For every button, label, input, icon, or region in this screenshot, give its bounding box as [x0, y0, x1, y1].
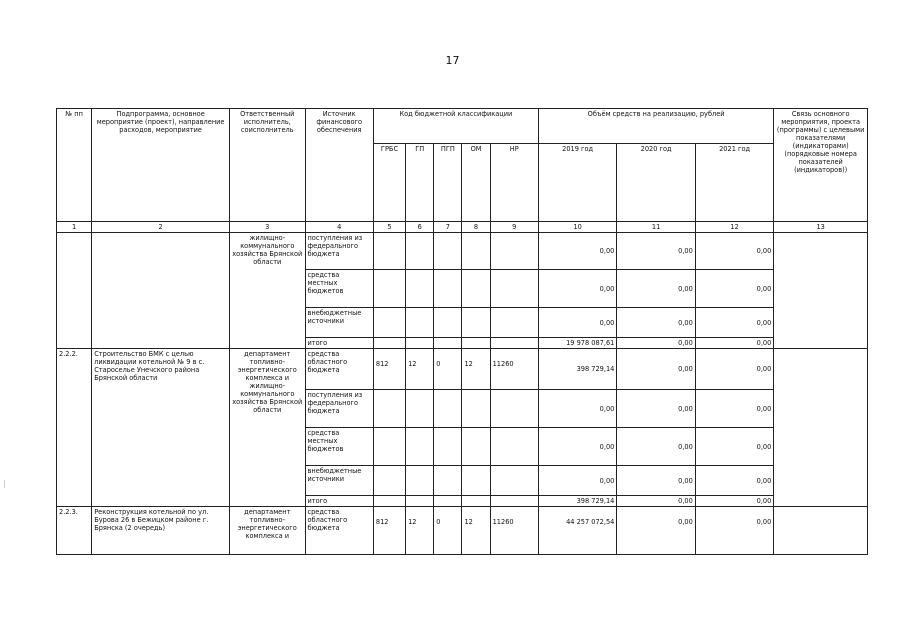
header-subprogram: Подпрограмма, основное мероприятие (проект), направление расходов, мероприятие	[92, 109, 230, 222]
value-2021: 0,00	[695, 466, 774, 496]
total-2019: 398 729,14	[538, 496, 616, 507]
header-grbs: ГРБС	[373, 144, 405, 222]
header-gp: ГП	[406, 144, 434, 222]
item-name: Строительство БМК с целью ликвидации котельной № 9 в с. Староселье Унечского района Брянской области	[92, 349, 230, 507]
value-2021: 0,00	[695, 428, 774, 466]
col-number: 11	[617, 222, 695, 233]
source-cell: средства областного бюджета	[305, 349, 373, 390]
col-number: 7	[434, 222, 462, 233]
gp-cell	[406, 233, 434, 270]
om-cell	[462, 390, 490, 428]
header-budget-code: Код бюджетной классификации	[373, 109, 538, 144]
item-name: Реконструкция котельной по ул. Бурова 26 в Бежицком районе г. Брянска (2 очередь)	[92, 507, 230, 555]
col-number: 4	[305, 222, 373, 233]
value-2020: 0,00	[617, 466, 695, 496]
om-cell: 12	[462, 349, 490, 390]
grbs-cell: 812	[373, 507, 405, 555]
col-number: 5	[373, 222, 405, 233]
gp-cell: 12	[406, 349, 434, 390]
om-cell: 12	[462, 507, 490, 555]
grbs-cell: 812	[373, 349, 405, 390]
gp-cell	[406, 308, 434, 338]
value-2021: 0,00	[695, 349, 774, 390]
col-number: 9	[490, 222, 538, 233]
gp-cell: 12	[406, 507, 434, 555]
indicator-link-cell	[774, 349, 868, 507]
pgp-cell	[434, 466, 462, 496]
nr-cell	[490, 390, 538, 428]
total-2021: 0,00	[695, 496, 774, 507]
pgp-cell: 0	[434, 349, 462, 390]
value-2019: 44 257 072,54	[538, 507, 616, 555]
value-2020: 0,00	[617, 428, 695, 466]
om-cell	[462, 308, 490, 338]
source-cell: средства областного бюджета	[305, 507, 373, 555]
pgp-cell	[434, 270, 462, 308]
om-cell	[462, 428, 490, 466]
scan-artifact-mark	[4, 480, 7, 488]
value-2020: 0,00	[617, 390, 695, 428]
value-2021: 0,00	[695, 308, 774, 338]
value-2019: 0,00	[538, 390, 616, 428]
header-volume: Объём средств на реализацию, рублей	[538, 109, 773, 144]
value-2020: 0,00	[617, 349, 695, 390]
header-row-1	[57, 109, 868, 144]
grbs-cell	[373, 466, 405, 496]
gp-cell	[406, 466, 434, 496]
value-2019: 0,00	[538, 270, 616, 308]
grbs-cell	[373, 270, 405, 308]
value-2019: 0,00	[538, 233, 616, 270]
col-number: 10	[538, 222, 616, 233]
value-2019: 0,00	[538, 308, 616, 338]
table-row	[57, 507, 868, 555]
total-2020: 0,00	[617, 338, 695, 349]
source-cell: поступления из федерального бюджета	[305, 233, 373, 270]
total-label: итого	[305, 338, 373, 349]
value-2021: 0,00	[695, 390, 774, 428]
item-name	[92, 233, 230, 349]
value-2021: 0,00	[695, 270, 774, 308]
grbs-cell	[373, 233, 405, 270]
om-cell	[462, 270, 490, 308]
budget-table	[56, 108, 868, 555]
item-responsible: жилищно-коммунального хозяйства Брянской области	[230, 233, 305, 349]
page-number: 17	[445, 54, 460, 67]
pgp-cell	[434, 233, 462, 270]
col-number: 8	[462, 222, 490, 233]
header-2021: 2021 год	[695, 144, 774, 222]
col-number: 6	[406, 222, 434, 233]
item-responsible: департамент топливно-энергетического комплекса и жилищно-коммунального хозяйства Брянской области	[230, 349, 305, 507]
table-row	[57, 349, 868, 390]
gp-cell	[406, 390, 434, 428]
pgp-cell	[434, 308, 462, 338]
header-link: Связь основного мероприятия, проекта (программы) с целевыми показателями (индикаторами) (порядковые номера показателей (индикаторов))	[774, 109, 868, 222]
header-om: ОМ	[462, 144, 490, 222]
col-number: 12	[695, 222, 774, 233]
nr-cell	[490, 308, 538, 338]
value-2019: 0,00	[538, 466, 616, 496]
header-num: № пп	[57, 109, 92, 222]
nr-cell: 11260	[490, 507, 538, 555]
nr-cell	[490, 233, 538, 270]
total-2020: 0,00	[617, 496, 695, 507]
value-2021: 0,00	[695, 233, 774, 270]
source-cell: средства местных бюджетов	[305, 270, 373, 308]
value-2020: 0,00	[617, 270, 695, 308]
om-cell	[462, 233, 490, 270]
col-number: 2	[92, 222, 230, 233]
col-number: 3	[230, 222, 305, 233]
table-row	[57, 233, 868, 270]
indicator-link-cell	[774, 507, 868, 555]
total-2019: 19 978 087,61	[538, 338, 616, 349]
pgp-cell: 0	[434, 507, 462, 555]
total-2021: 0,00	[695, 338, 774, 349]
item-number: 2.2.2.	[57, 349, 92, 507]
value-2020: 0,00	[617, 233, 695, 270]
nr-cell: 11260	[490, 349, 538, 390]
indicator-link-cell	[774, 233, 868, 349]
col-number: 1	[57, 222, 92, 233]
source-cell: внебюджетные источники	[305, 466, 373, 496]
header-2020: 2020 год	[617, 144, 695, 222]
item-number	[57, 233, 92, 349]
header-2019: 2019 год	[538, 144, 616, 222]
header-source: Источник финансового обеспечения	[305, 109, 373, 222]
nr-cell	[490, 466, 538, 496]
nr-cell	[490, 270, 538, 308]
grbs-cell	[373, 308, 405, 338]
gp-cell	[406, 270, 434, 308]
source-cell: внебюджетные источники	[305, 308, 373, 338]
item-responsible: департамент топливно-энергетического комплекса и	[230, 507, 305, 555]
header-pgp: ПГП	[434, 144, 462, 222]
source-cell: поступления из федерального бюджета	[305, 390, 373, 428]
nr-cell	[490, 428, 538, 466]
pgp-cell	[434, 428, 462, 466]
item-number: 2.2.3.	[57, 507, 92, 555]
header-responsible: Ответственный исполнитель, соисполнитель	[230, 109, 305, 222]
value-2019: 0,00	[538, 428, 616, 466]
gp-cell	[406, 428, 434, 466]
pgp-cell	[434, 390, 462, 428]
col-number: 13	[774, 222, 868, 233]
grbs-cell	[373, 390, 405, 428]
value-2021: 0,00	[695, 507, 774, 555]
header-nr: НР	[490, 144, 538, 222]
total-label: итого	[305, 496, 373, 507]
column-number-row	[57, 222, 868, 233]
value-2019: 398 729,14	[538, 349, 616, 390]
source-cell: средства местных бюджетов	[305, 428, 373, 466]
value-2020: 0,00	[617, 507, 695, 555]
om-cell	[462, 466, 490, 496]
grbs-cell	[373, 428, 405, 466]
value-2020: 0,00	[617, 308, 695, 338]
